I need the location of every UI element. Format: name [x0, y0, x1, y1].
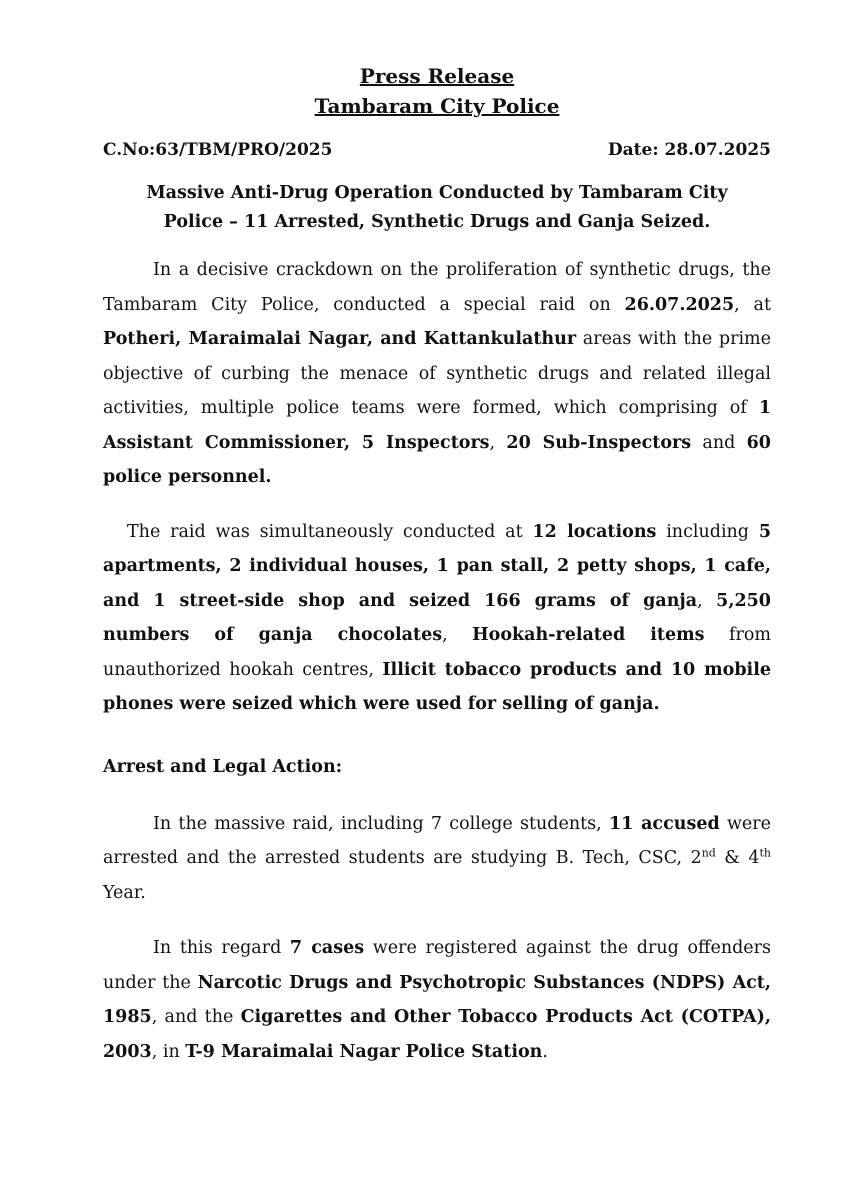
ndps-act: Narcotic Drugs and Psychotropic Substances (NDPS) Act, 1985 — [103, 972, 771, 1027]
paragraph-raid-overview — [103, 253, 771, 495]
accused-count: 11 accused — [608, 813, 720, 834]
text-segment: were registered against the drug offenders under the — [103, 938, 771, 993]
text-segment: , in — [151, 1041, 186, 1062]
text-segment: , — [489, 432, 507, 453]
police-station: T-9 Maraimalai Nagar Police Station — [185, 1041, 543, 1062]
text-segment: from unauthorized hookah centres, — [103, 625, 771, 680]
text-segment: In this regard — [153, 938, 290, 958]
paragraph-arrests — [103, 807, 771, 911]
text-segment: , — [697, 590, 717, 611]
text-segment: were arrested and the arrested students are studying B. Tech, CSC, 2 — [103, 813, 771, 868]
text-segment: , at — [734, 294, 771, 315]
text-segment: , and the — [151, 1007, 241, 1027]
case-number: C.No:63/TBM/PRO/2025 — [103, 140, 333, 160]
text-segment: , — [442, 625, 473, 645]
locations-list: 5 apartments, 2 individual houses, 1 pan stall, 2 petty shops, 1 cafe, and 1 street-side shop and seized 166 grams of ganja — [103, 521, 771, 611]
text-segment: & 4 — [715, 848, 760, 868]
headline — [103, 179, 771, 237]
section-heading: Arrest and Legal Action: — [103, 756, 343, 777]
ordinal-suffix: nd — [701, 846, 716, 860]
text-segment: areas with the prime objective of curbing the menace of synthetic drugs and related illegal activities, multiple police teams were formed, which comprising of — [103, 329, 771, 418]
tobacco-and-phones: Illicit tobacco products and 10 mobile phones were seized which were used for selling of ganja. — [103, 659, 771, 714]
paragraph-seizures — [103, 515, 771, 722]
paragraph-cases — [103, 931, 771, 1069]
headline-line-1: Massive Anti-Drug Operation Conducted by Tambaram City — [146, 183, 728, 203]
release-date: Date: 28.07.2025 — [607, 140, 771, 160]
sub-inspectors-count: 20 Sub-Inspectors — [506, 432, 692, 453]
text-segment: and — [691, 432, 747, 453]
cotpa-act: Cigarettes and Other Tobacco Products Act (COTPA), 2003 — [103, 1007, 771, 1062]
text-segment: In a decisive crackdown on the proliferation of synthetic drugs, the Tambaram City Police, conducted a special raid on — [103, 260, 771, 315]
personnel-count: 60 police personnel. — [103, 432, 771, 487]
officers-count: 1 Assistant Commissioner, 5 Inspectors — [103, 398, 771, 453]
headline-line-2: Police – 11 Arrested, Synthetic Drugs and Ganja Seized. — [163, 212, 711, 232]
text-segment: . — [542, 1041, 548, 1062]
raid-date: 26.07.2025 — [624, 294, 735, 315]
organization-name: Tambaram City Police — [314, 94, 560, 118]
document-title: Press Release — [359, 64, 515, 88]
text-segment: The raid was simultaneously conducted at — [127, 521, 533, 542]
ordinal-suffix: th — [759, 846, 771, 860]
locations-count: 12 locations — [532, 521, 657, 542]
hookah-items: Hookah-related items — [472, 625, 705, 645]
text-segment: including — [656, 521, 759, 542]
ganja-chocolates: 5,250 numbers of ganja chocolates — [103, 590, 771, 645]
reference-line — [103, 138, 771, 162]
text-segment: Year. — [103, 882, 146, 903]
cases-count: 7 cases — [289, 938, 365, 958]
raid-areas: Potheri, Maraimalai Nagar, and Kattankulathur — [103, 329, 577, 349]
text-segment: In the massive raid, including 7 college students, — [153, 813, 609, 834]
